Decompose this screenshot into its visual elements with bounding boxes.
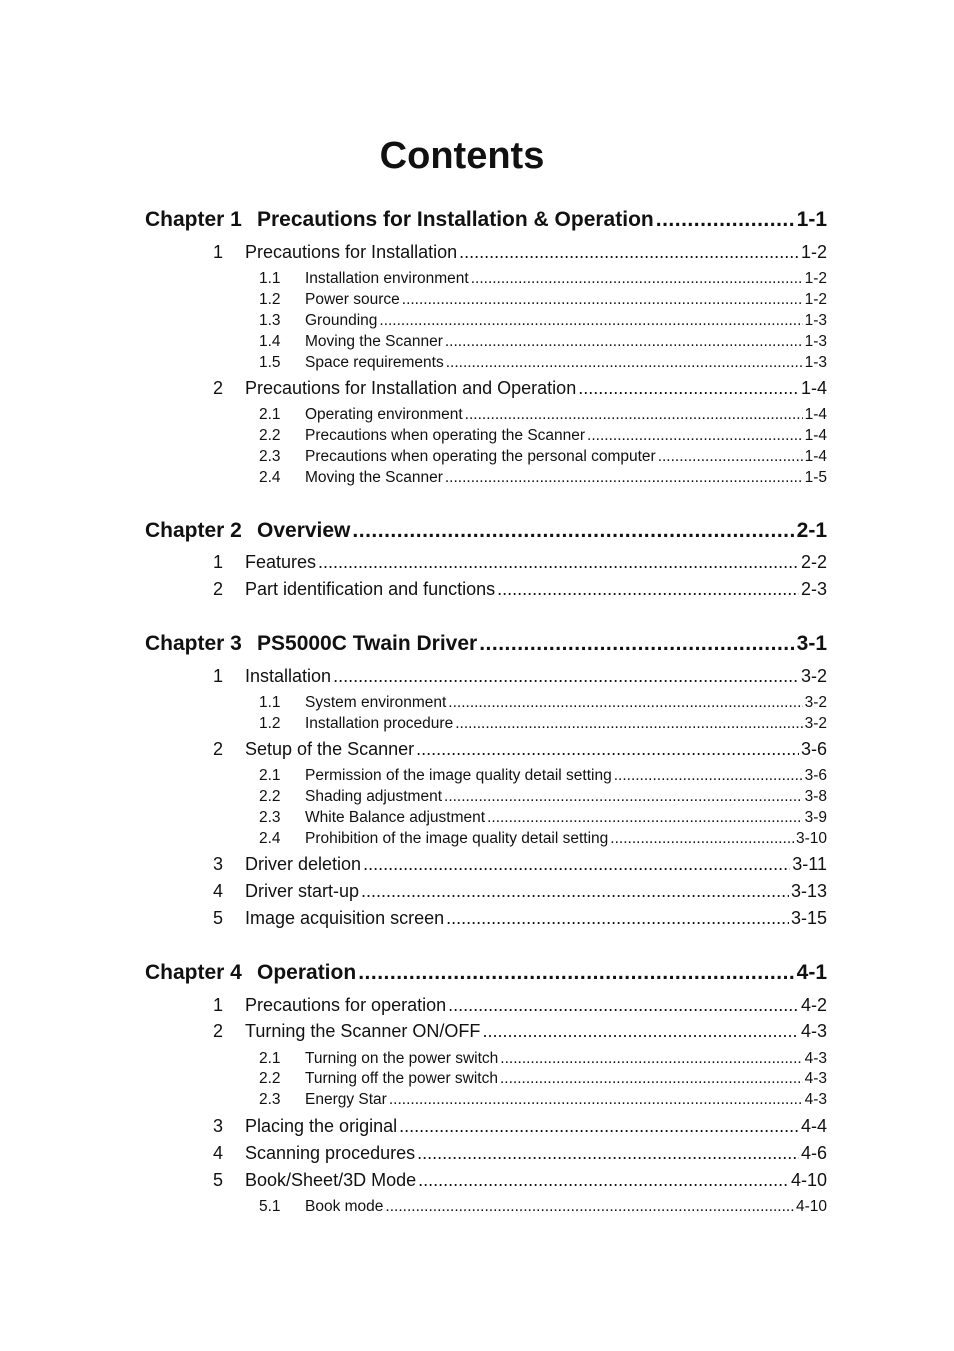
toc-entry-number: 2.3 (259, 1091, 281, 1108)
toc-entry-page: 3-13 (790, 881, 827, 901)
toc-chapter-entry (145, 207, 827, 233)
toc-entry-page: 3-11 (792, 854, 827, 874)
toc-sub-entry (259, 829, 827, 848)
toc-entry-label: Driver deletion (245, 854, 362, 874)
toc-entry-page: 3-10 (795, 830, 827, 847)
toc-entry-label: Overview (257, 519, 351, 542)
toc-entry-label: PS5000C Twain Driver (257, 632, 478, 655)
toc-section-entry (213, 1115, 827, 1137)
toc-entry-label: Grounding (305, 312, 378, 329)
dot-leader (385, 1197, 794, 1216)
toc-entry-page: 4-3 (804, 1091, 827, 1108)
dot-leader (444, 787, 803, 806)
toc-section-entry (213, 377, 827, 399)
page-title: Contents (379, 135, 545, 177)
toc-entry-label: Book/Sheet/3D Mode (245, 1170, 417, 1190)
toc-sub-entry (259, 405, 827, 424)
toc-entry-label: Prohibition of the image quality detail setting (305, 830, 609, 847)
toc-section-entry (213, 1142, 827, 1164)
toc-entry-label: Moving the Scanner (305, 469, 443, 486)
toc-section-entry (213, 738, 827, 760)
toc-section-entry (213, 241, 827, 263)
toc-entry-label: Part identification and functions (245, 579, 496, 599)
toc-entry-number: 1.1 (259, 270, 281, 287)
toc-entry-page: 4-3 (804, 1070, 827, 1087)
toc-sub-entry (259, 290, 827, 309)
toc-sub-entry (259, 447, 827, 466)
toc-entry-label: Features (245, 552, 317, 572)
toc-entry-label: Power source (305, 291, 400, 308)
toc-entry-number: 4 (213, 1143, 224, 1163)
toc-sub-entry (259, 332, 827, 351)
toc-entry-number: 1 (213, 552, 224, 572)
toc-sub-entry (259, 468, 827, 487)
toc-entry-label: Installation procedure (305, 715, 454, 732)
toc-sub-entry (259, 693, 827, 712)
toc-entry-page: 4-6 (800, 1143, 827, 1163)
dot-leader (497, 578, 799, 600)
toc-entry-page: 3-8 (804, 788, 827, 805)
toc-entry-page: 4-1 (796, 961, 827, 984)
dot-leader (658, 447, 803, 466)
toc-entry-label: Installation (245, 666, 332, 686)
toc-entry-number: 1.2 (259, 291, 281, 308)
toc-entry-label: Turning the Scanner ON/OFF (245, 1021, 481, 1041)
toc-sub-entry (259, 269, 827, 288)
toc-entry-number: 1.1 (259, 694, 281, 711)
toc-sub-entry (259, 787, 827, 806)
dot-leader (448, 693, 802, 712)
toc-entry-label: Book mode (305, 1198, 384, 1215)
toc-sub-entry (259, 1069, 827, 1088)
toc-entry-number: 3 (213, 1116, 224, 1136)
toc-entry-number: 1 (213, 242, 224, 262)
toc-sub-entry (259, 714, 827, 733)
toc-entry-page: 2-1 (796, 519, 827, 542)
toc-section-entry (213, 907, 827, 929)
dot-leader (352, 518, 794, 544)
dot-leader (656, 207, 795, 233)
dot-leader (358, 960, 794, 986)
toc-entry-page: 1-2 (804, 291, 827, 308)
dot-leader (578, 377, 799, 399)
toc-entry-number: 2.3 (259, 448, 281, 465)
toc-entry-page: 3-9 (804, 809, 827, 826)
toc-entry-number: Chapter 3 (145, 632, 242, 655)
toc-entry-page: 1-4 (804, 427, 827, 444)
toc-entry-number: Chapter 2 (145, 519, 242, 542)
dot-leader (416, 738, 799, 760)
toc-entry-number: 1.3 (259, 312, 281, 329)
toc-entry-number: 1.4 (259, 333, 281, 350)
toc-entry-label: Shading adjustment (305, 788, 443, 805)
toc-sub-entry (259, 1197, 827, 1216)
toc-entry-page: 4-2 (800, 995, 827, 1015)
toc-entry-page: 1-4 (804, 406, 827, 423)
toc-entry-label: White Balance adjustment (305, 809, 486, 826)
dot-leader (402, 290, 803, 309)
toc-section-entry (213, 551, 827, 573)
toc-section-entry (213, 853, 827, 875)
toc-entry-number: 2.2 (259, 1070, 281, 1087)
toc-chapter-entry (145, 518, 827, 544)
toc-entry-page: 1-4 (800, 378, 827, 398)
toc-entry-label: Precautions when operating the Scanner (305, 427, 586, 444)
toc-entry-page: 3-2 (804, 694, 827, 711)
toc-entry-page: 3-2 (800, 666, 827, 686)
toc-section-entry (213, 1169, 827, 1191)
toc-entry-number: 3 (213, 854, 224, 874)
toc-entry-page: 3-2 (804, 715, 827, 732)
toc-entry-label: Energy Star (305, 1091, 387, 1108)
toc-section-entry (213, 578, 827, 600)
toc-entry-label: Precautions for Installation and Operation (245, 378, 577, 398)
toc-entry-number: 2 (213, 739, 224, 759)
toc-entry-number: 1.5 (259, 354, 281, 371)
dot-leader (389, 1090, 803, 1109)
toc-sub-entry (259, 1049, 827, 1068)
toc-entry-page: 4-3 (800, 1021, 827, 1041)
toc-entry-page: 4-10 (795, 1198, 827, 1215)
toc-entry-page: 3-6 (800, 739, 827, 759)
toc-entry-number: 2.4 (259, 830, 281, 847)
toc-entry-number: 2.2 (259, 427, 281, 444)
toc-section-entry (213, 1020, 827, 1042)
toc-entry-number: 1.2 (259, 715, 281, 732)
toc-entry-label: Placing the original (245, 1116, 398, 1136)
toc-entry-label: System environment (305, 694, 447, 711)
toc-section-entry (213, 994, 827, 1016)
toc-entry-label: Operating environment (305, 406, 463, 423)
toc-entry-label: Permission of the image quality detail setting (305, 767, 612, 784)
dot-leader (455, 714, 802, 733)
toc-sub-entry (259, 426, 827, 445)
dot-leader (399, 1115, 799, 1137)
toc-entry-label: Space requirements (305, 354, 444, 371)
toc-entry-label: Turning off the power switch (305, 1070, 498, 1087)
dot-leader (379, 311, 802, 330)
dot-leader (479, 631, 794, 657)
dot-leader (333, 665, 799, 687)
toc-entry-page: 1-4 (804, 448, 827, 465)
toc-entry-number: 2.2 (259, 788, 281, 805)
toc-entry-number: 2.1 (259, 1050, 281, 1067)
toc-chapter-entry (145, 631, 827, 657)
dot-leader (445, 468, 803, 487)
toc-sub-entry (259, 311, 827, 330)
toc-sub-entry (259, 1090, 827, 1109)
toc-entry-number: 2 (213, 579, 224, 599)
dot-leader (448, 994, 799, 1016)
dot-leader (471, 269, 803, 288)
dot-leader (482, 1020, 799, 1042)
toc-entry-label: Scanning procedures (245, 1143, 416, 1163)
dot-leader (587, 426, 803, 445)
toc-entry-number: Chapter 1 (145, 208, 242, 231)
dot-leader (614, 766, 803, 785)
toc-entry-number: 5.1 (259, 1198, 281, 1215)
dot-leader (487, 808, 803, 827)
toc-entry-label: Precautions when operating the personal computer (305, 448, 656, 465)
dot-leader (500, 1049, 802, 1068)
dot-leader (500, 1069, 803, 1088)
toc-entry-page: 1-3 (804, 312, 827, 329)
toc-entry-label: Precautions for Installation (245, 242, 458, 262)
toc-entry-number: 2 (213, 378, 224, 398)
toc-entry-number: 5 (213, 1170, 224, 1190)
dot-leader (445, 332, 803, 351)
toc-entry-number: 1 (213, 995, 224, 1015)
toc-entry-page: 4-3 (804, 1050, 827, 1067)
toc-entry-number: 5 (213, 908, 224, 928)
toc-sub-entry (259, 353, 827, 372)
toc-entry-page: 1-3 (804, 354, 827, 371)
toc-entry-page: 4-4 (800, 1116, 827, 1136)
dot-leader (418, 1169, 789, 1191)
toc-entry-label: Driver start-up (245, 881, 360, 901)
toc-entry-page: 2-3 (800, 579, 827, 599)
toc-entry-page: 1-2 (804, 270, 827, 287)
toc-entry-number: 4 (213, 881, 224, 901)
toc-entry-label: Turning on the power switch (305, 1050, 499, 1067)
dot-leader (446, 907, 789, 929)
dot-leader (465, 405, 803, 424)
toc-entry-page: 3-6 (804, 767, 827, 784)
toc-chapter-entry (145, 960, 827, 986)
toc-section-entry (213, 880, 827, 902)
dot-leader (446, 353, 803, 372)
toc-entry-page: 2-2 (800, 552, 827, 572)
toc-entry-number: 2 (213, 1021, 224, 1041)
toc-entry-label: Precautions for Installation & Operation (257, 208, 654, 231)
toc-entry-number: 2.1 (259, 767, 281, 784)
toc-section-entry (213, 665, 827, 687)
toc-entry-label: Precautions for operation (245, 995, 447, 1015)
toc-entry-page: 3-1 (796, 632, 827, 655)
dot-leader (363, 853, 790, 875)
toc-entry-number: 1 (213, 666, 224, 686)
toc-entry-label: Moving the Scanner (305, 333, 443, 350)
toc-entry-number: 2.1 (259, 406, 281, 423)
toc-entry-page: 1-1 (796, 208, 827, 231)
dot-leader (417, 1142, 799, 1164)
toc-entry-number: 2.3 (259, 809, 281, 826)
toc-entry-label: Image acquisition screen (245, 908, 445, 928)
toc-entry-label: Setup of the Scanner (245, 739, 415, 759)
toc-entry-page: 1-5 (804, 469, 827, 486)
toc-entry-page: 4-10 (790, 1170, 827, 1190)
toc-entry-page: 3-15 (790, 908, 827, 928)
dot-leader (610, 829, 794, 848)
toc-sub-entry (259, 808, 827, 827)
toc-entry-page: 1-2 (800, 242, 827, 262)
toc-entry-label: Operation (257, 961, 357, 984)
dot-leader (318, 551, 799, 573)
dot-leader (459, 241, 799, 263)
dot-leader (361, 880, 789, 902)
toc-entry-page: 1-3 (804, 333, 827, 350)
toc-entry-number: 2.4 (259, 469, 281, 486)
toc-entry-label: Installation environment (305, 270, 469, 287)
toc-sub-entry (259, 766, 827, 785)
toc-entry-number: Chapter 4 (145, 961, 242, 984)
